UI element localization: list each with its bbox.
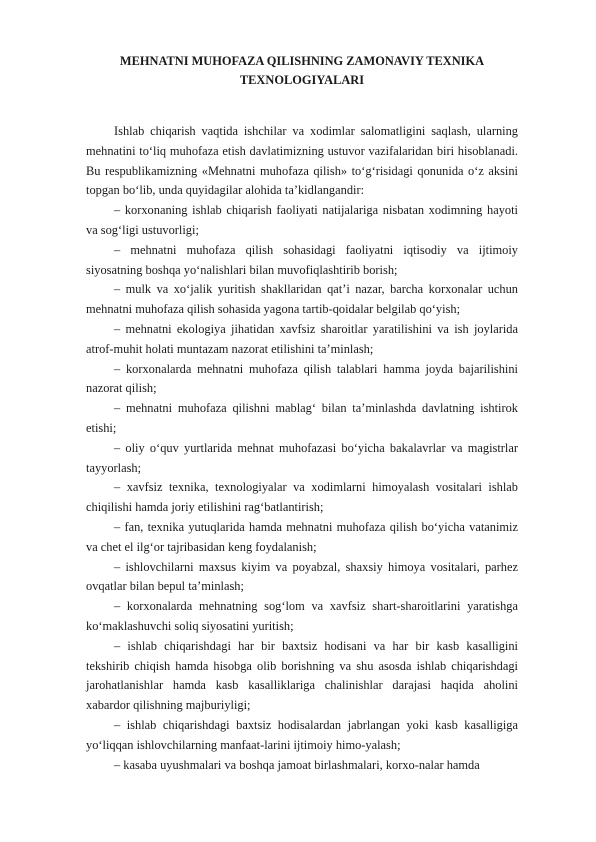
list-item: – korxonaning ishlab chiqarish faoliyati natijalariga nisbatan xodimning hayoti va sog‘ligi ustuvorligi; [86, 203, 518, 237]
list-item: – xavfsiz texnika, texnologiyalar va xodimlarni himoyalash vositalari ishlab chiqilishi hamda joriy etilishini rag‘batlantirish; [86, 480, 518, 515]
list-item: – fan, texnika yutuqlarida hamda mehnatni muhofaza qilish bo‘yicha vatanimiz va chet el ilg‘or tajribasidan keng foydalanish; [86, 519, 518, 554]
document-page [86, 52, 518, 775]
list-item: – mehnatni muhofaza qilishni mablag‘ bilan ta’minlashda davlatning ishtirok etishi; [86, 401, 518, 435]
list-item: – korxonalarda mehnatni muhofaza qilish talablari hamma joyda bajarilishini nazorat qilish; [86, 361, 518, 396]
list-item: – mehnatni muhofaza qilish sohasidagi faoliyatni iqtisodiy va ijtimoiy siyosatning boshqa yo‘nalishlari bilan muvofiqlashtirib borish; [86, 242, 518, 277]
list-item: – kasaba uyushmalari va boshqa jamoat birlashmalari, korxo-nalar hamda [114, 757, 480, 772]
list-item: – korxonalarda mehnatning sog‘lom va xavfsiz shart-sharoitlarini yaratishga ko‘maklashuvchi soliq siyosatini yuritish; [86, 599, 518, 633]
list-item: – ishlab chiqarishdagi baxtsiz hodisalardan jabrlangan yoki kasb kasalligiga yo‘liqqan ishlovchilarning manfaat-larini ijtimoiy himo-yalash; [86, 717, 518, 752]
intro-paragraph: Ishlab chiqarish vaqtida ishchilar va xodimlar salomatligini saqlash, ularning mehnatini to‘liq muhofaza etish davlatimizning ustuvor vazifalaridan biri hisoblanadi. Bu respublikamizning «Mehnatni muhofaza qilish» to‘g‘risidagi qonunida o‘z aksini topgan bo‘lib, unda quyidagilar alohida ta’kidlangandir: [86, 124, 518, 198]
list-item: – ishlovchilarni maxsus kiyim va poyabzal, shaxsiy himoya vositalari, parhez ovqatlar bilan bepul ta’minlash; [86, 559, 518, 594]
document-body [86, 122, 518, 775]
list-item: – mehnatni ekologiya jihatidan xavfsiz sharoitlar yaratilishini va ish joylarida atrof-muhit holati muntazam nazorat etilishini ta’minlash; [86, 321, 518, 356]
list-item: – ishlab chiqarishdagi har bir baxtsiz hodisani va har bir kasb kasalligini tekshirib chiqish hamda hisobga olib borishning va shu asosda ishlab chiqarishdagi jarohatlanishlar hamda kasb kasalliklariga chalinishlar darajasi haqida aholini xabardor qilishning majburiyligi; [86, 638, 518, 713]
document-title: MEHNATNI MUHOFAZA QILISHNING ZAMONAVIY TEXNIKA TEXNOLOGIYALARI [119, 54, 485, 87]
list-item: – mulk va xo‘jalik yuritish shakllaridan qat’i nazar, barcha korxonalar uchun mehnatni muhofaza qilish sohasida yagona tartib-qoidalar belgilab qo‘yish; [86, 282, 518, 317]
list-item: – oliy o‘quv yurtlarida mehnat muhofazasi bo‘yicha bakalavrlar va magistrlar tayyorlash; [86, 440, 518, 475]
